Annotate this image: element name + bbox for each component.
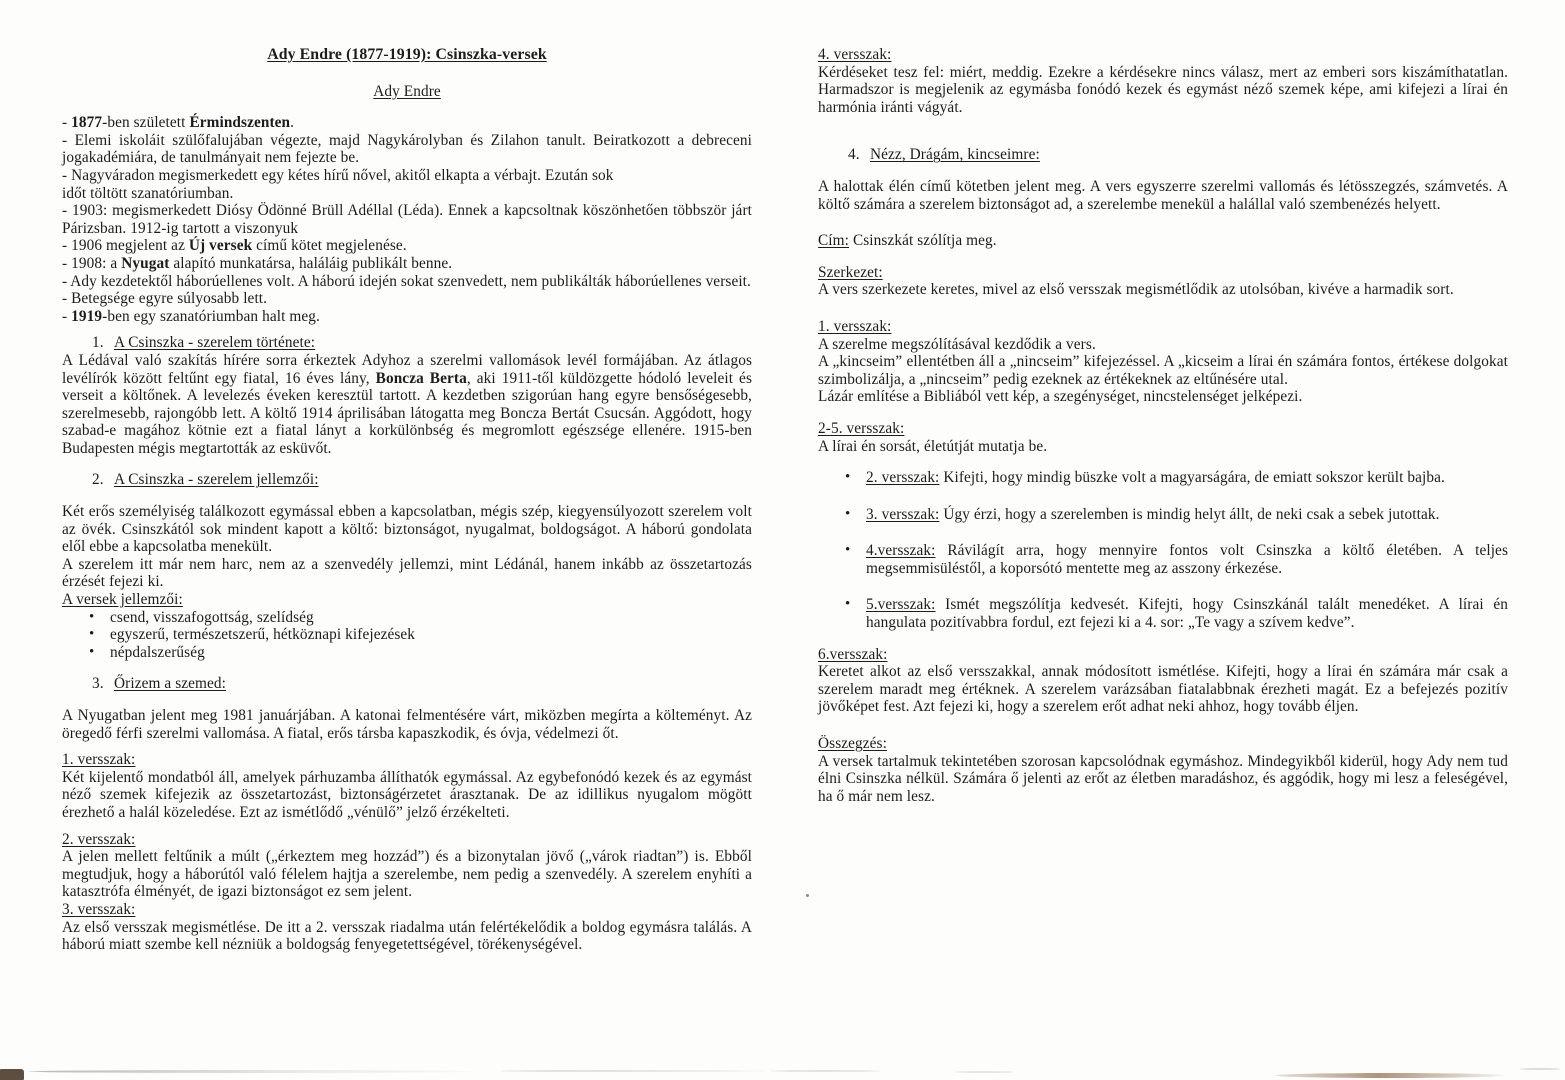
label-verse-4: [818, 46, 1508, 64]
text-run: Ady Endre (1877-1919): Csinszka-versek: [267, 46, 547, 63]
scan-smudge-corner: [0, 1069, 24, 1080]
para-cim: [818, 232, 1508, 250]
label-verse-2-5: [818, 420, 1508, 438]
text-run: című kötet megjelenése.: [252, 237, 407, 255]
heading-csinszka-love-traits: [62, 471, 752, 489]
text-run: A Csinszka - szerelem története:: [114, 334, 316, 352]
text-run: A „kincseim” ellentétben áll a „nincseim” kifejezéssel. A „kicseim a lírai én számára fontos, értékese dolgokat szimbolizálja, a „nincseim” pedig ezeknek az értékeknek az eltűnésére utal.: [818, 353, 1508, 388]
text-run: 1. versszak:: [818, 317, 892, 335]
doc-subtitle: [62, 83, 752, 101]
scan-streak: [1520, 1068, 1560, 1070]
bio-item-1908: [62, 255, 752, 273]
right-column: [818, 46, 1508, 954]
text-run: Kifejti, hogy mindig büszke volt a magyarságára, de emiatt sokszor került bajba.: [939, 469, 1445, 487]
text-run: .: [290, 114, 295, 132]
label-verse-1: [62, 751, 752, 769]
heading-nezz-dragam: [818, 146, 1508, 164]
bullet-nepdal: [62, 644, 752, 662]
doc-title: [62, 46, 752, 64]
para-nezz-verse-1c: [818, 388, 1508, 406]
para-szerkezet: [818, 281, 1508, 299]
scan-streak: [500, 1070, 765, 1072]
text-run: A lírai én sorsát, életútját mutatja be.: [818, 437, 1048, 455]
text-run: -: [62, 307, 72, 325]
text-run: Keretet alkot az első versszakkal, annak módosított ismétlése. Kifejti, hogy a lírai én számára már csak a szerelem maradt meg értéknek. A szerelem varázsában fiatalabbnak érezheti magát. Ez a befejezés pozitív jövőképet fest. Azt fejezi ki, hogy a szerelem erőt adhat neki ahhoz, hogy tovább éljen.: [818, 663, 1508, 716]
text-run: 6.versszak:: [818, 645, 888, 663]
para-verse-6: [818, 663, 1508, 716]
text-run: 2. versszak:: [866, 469, 940, 487]
bio-item-schooling: [62, 132, 752, 167]
text-run: Őrizem a szemed:: [114, 675, 227, 693]
text-run: 4. versszak:: [818, 46, 892, 63]
text-run: Az első versszak megismétlése. De itt a 2. versszak riadalma után felértékelődik a boldog egymásra találás. A háború miatt szembe kell nézniük a boldogság fenyegetettségével, törékenységével.: [62, 918, 752, 954]
bio-item-1903: [62, 202, 752, 237]
text-run: - Betegsége egyre súlyosabb lett.: [62, 290, 268, 308]
bullet-verse-2: [818, 469, 1508, 487]
para-nezz-intro: [818, 178, 1508, 213]
text-run: A Lédával való szakítás hírére sorra érkeztek Adyhoz a szerelmi vallomások levél formájában. Az átlagos levélírók között feltűnt egy fiatal, 16 éves lány,: [62, 351, 752, 387]
text-run: Szerkezet:: [818, 263, 883, 281]
text-run: Két erős személyiség találkozott egymással ebben a kapcsolatban, mégis szép, kiegyensúlyozott szerelem volt az övék. Csinszkától sok mindent kapott a költő: biztonságot, nyugalmat, boldogságot. A háború gondolata elől ebbe a kapcsolatba menekült.: [62, 503, 752, 556]
text-run: -ben egy szanatóriumban halt meg.: [102, 307, 320, 325]
text-run: A halottak élén című kötetben jelent meg. A vers egyszerre szerelmi vallomás és létösszegzés, számvetés. A költő számára a szerelem biztonságot ad, a szerelembe menekül a halállal való szembenézés helyett.: [818, 177, 1508, 213]
text-run: Érmindszenten: [189, 114, 291, 132]
text-run: A Nyugatban jelent meg 1981 januárjában. A katonai felmentésére várt, miközben megírta a költeményt. Az öregedő férfi szerelmi vallomása. A fiatal, erős társba kapaszkodik, és óvja, védelmezi őt.: [62, 707, 752, 742]
left-column: [62, 46, 752, 954]
heading-csinszka-love-story: [62, 334, 752, 352]
heading-number: 3.: [92, 675, 104, 693]
text-run: 5.versszak:: [866, 596, 936, 614]
scan-streak: [770, 1070, 880, 1072]
label-poem-traits: [62, 591, 752, 609]
para-love-traits-1: [62, 503, 752, 556]
text-run: - Nagyváradon megismerkedett egy kétes hírű nővel, akitől elkapta a vérbajt. Ezután sok: [62, 166, 614, 184]
text-run: A Csinszka - szerelem jellemzői:: [114, 471, 319, 489]
text-run: Nyugat: [121, 254, 170, 272]
text-run: 2. versszak:: [62, 830, 136, 848]
label-verse-6: [818, 646, 1508, 664]
para-love-story: [62, 352, 752, 458]
bio-item-illness: [62, 290, 752, 308]
text-run: alapító munkatársa, haláláig publikált benne.: [169, 254, 453, 272]
para-love-traits-2: [62, 556, 752, 591]
text-run: 3. versszak:: [62, 900, 136, 918]
bullet-egyszeru: [62, 626, 752, 644]
text-run: időt töltött szanatóriumban.: [62, 184, 234, 202]
text-run: , aki 1911-től küldözgette hódoló leveleit és verseit a költőnek. A levelezés éveken keresztül tartott. A kezdetben szigorúan hang egyre bensőségesebb, szerelmesebb, rajongóbb lett. A költő 1914 áprilisában látogatta meg Boncza Bertát Csucsán. Aggódott, hogy szabad-e magához kötnie ezt a fiatal lányt a korkülönbség és megromlott egészsége ellenére. 1915-ben Budapesten mégis megtartották az esküvőt.: [62, 369, 752, 457]
text-run: Lázár említése a Bibliából vett kép, a szegénységet, nincstelenséget jelképezi.: [818, 388, 1303, 406]
text-run: -: [62, 114, 72, 132]
para-verse-3: [62, 919, 752, 954]
bio-item-antiwar: [62, 273, 752, 291]
para-osszegzes: [818, 753, 1508, 806]
bio-item-1877: [62, 114, 752, 132]
bio-item-nagyvarad: [62, 167, 752, 202]
text-run: Csinszkát szólítja meg.: [849, 232, 997, 250]
scan-streak: [955, 1071, 1015, 1073]
para-verse-2-5: [818, 438, 1508, 456]
text-run: - Elemi iskoláit szülőfalujában végezte, majd Nagykárolyban és Zilahon tanult. Beiratkozott a debreceni jogakadémiára, de tanulmányait nem fejezte be.: [62, 131, 752, 167]
text-run: 1919: [71, 307, 103, 325]
text-run: - 1906 megjelent az: [62, 237, 189, 255]
heading-number: 4.: [848, 146, 860, 164]
text-run: - Ady kezdetektől háborúellenes volt. A háború idején sokat szenvedett, nem publikálták háborúellenes verseit.: [62, 272, 751, 290]
text-run: A versek jellemzői:: [62, 591, 183, 609]
scan-streak: [28, 1070, 473, 1073]
text-run: A vers szerkezete keretes, mivel az első versszak megismétlődik az utolsóban, kivéve a harmadik sort.: [818, 281, 1454, 299]
text-run: 1877: [71, 114, 103, 132]
text-run: 4.versszak:: [866, 542, 936, 560]
text-run: 3. versszak:: [866, 505, 940, 523]
bullet-verse-3: [818, 506, 1508, 524]
para-nezz-verse-1b: [818, 353, 1508, 388]
text-run: Új versek: [188, 237, 253, 255]
label-verse-3: [62, 901, 752, 919]
text-run: egyszerű, természetszerű, hétköznapi kifejezések: [110, 626, 416, 644]
para-nezz-verse-1a: [818, 336, 1508, 354]
bio-item-1906: [62, 237, 752, 255]
label-verse-2: [62, 831, 752, 849]
text-run: Ismét megszólítja kedvesét. Kifejti, hogy Csinszkánál talált menedéket. A lírai én hangulata pozitívabbra fordul, ezt fejezi ki a 4. sor: „Te vagy a szívem kedve”.: [866, 596, 1508, 632]
bullet-verse-5: [818, 596, 1508, 631]
bullet-csend: [62, 609, 752, 627]
text-run: A szerelem itt már nem harc, nem az a szenvedély jellemzi, mint Lédánál, hanem inkább az összetartozás érzését fejezi ki.: [62, 555, 752, 591]
label-osszegzes: [818, 735, 1508, 753]
text-run: Úgy érzi, hogy a szerelemben is mindig helyt állt, de neki csak a sebek jutottak.: [939, 505, 1440, 523]
para-orizem-intro: [62, 707, 752, 742]
heading-orizem-a-szemed: [62, 675, 752, 693]
heading-number: 2.: [92, 471, 104, 489]
text-run: - 1908: a: [62, 254, 122, 272]
heading-number: 1.: [92, 334, 104, 352]
para-verse-1: [62, 769, 752, 822]
text-run: A versek tartalmuk tekintetében szorosan kapcsolódnak egymáshoz. Mindegyikből kiderül, hogy Ady nem tud élni Csinszka nélkül. Számára ő jelenti az erőt az életben maradáshoz, és aggódik, hogy mi lesz a feleségével, ha ő már nem lesz.: [818, 752, 1508, 805]
text-run: csend, visszafogottság, szelídség: [110, 608, 314, 626]
text-run: Cím:: [818, 232, 850, 250]
text-run: - 1903: megismerkedett Diósy Ödönné Brüll Adéllal (Léda). Ennek a kapcsoltnak köszönhetően többször járt Párizsban. 1912-ig tartott a viszonyuk: [62, 202, 752, 237]
text-run: 2-5. versszak:: [818, 419, 905, 437]
scan-streak-brown: [1275, 1073, 1505, 1078]
text-run: Kérdéseket tesz fel: miért, meddig. Ezekre a kérdésekre nincs válasz, mert az emberi sors kiszámíthatatlan. Harmadszor is megjelenik az egymásba fonódó kezek és egymást néző szemek képe, ami kifejezi a lírai én harmónia iránti vágyát.: [818, 63, 1508, 116]
text-run: Ady Endre: [373, 82, 441, 100]
text-run: A jelen mellett feltűnik a múlt („érkeztem meg hozzád”) és a bizonytalan jövő („várok riadtan”) is. Ebből megtudjuk, hogy a háborútól való félelem hajtja a szerelembe, nem pedig a szenvedély. A szerelem enyhíti a katasztrófa élményét, de igazi biztonságot ez sem jelent.: [62, 848, 752, 901]
text-run: Nézz, Drágám, kincseimre:: [870, 146, 1040, 164]
text-run: -ben született: [102, 114, 190, 132]
text-run: 1. versszak:: [62, 751, 136, 769]
text-run: Boncza Berta: [375, 369, 467, 387]
text-run: A szerelme megszólításával kezdődik a vers.: [818, 335, 1096, 353]
label-szerkezet: [818, 264, 1508, 282]
para-verse-4: [818, 64, 1508, 117]
text-run: népdalszerűség: [110, 643, 205, 661]
para-verse-2: [62, 848, 752, 901]
text-run: Rávilágít arra, hogy mennyire fontos volt Csinszka a költő életében. A teljes megsemmisüléstől, a koporsótó mentette meg az asszony érkezése.: [866, 542, 1508, 577]
bullet-verse-4: [818, 542, 1508, 577]
text-run: Összegzés:: [818, 735, 887, 753]
label-nezz-verse-1: [818, 318, 1508, 336]
text-run: Két kijelentő mondatból áll, amelyek párhuzamba állíthatók egymással. Az egybefonódó kezek és az egymást néző szemek kifejezik az összetartozást, biztonságérzetet árasztanak. De az idillikus nyugalom mögött érezhető a halál közeledése. Ezt az ismétlődő „vénülő” jelző érzékelteti.: [62, 768, 752, 821]
bio-item-1919: [62, 308, 752, 326]
